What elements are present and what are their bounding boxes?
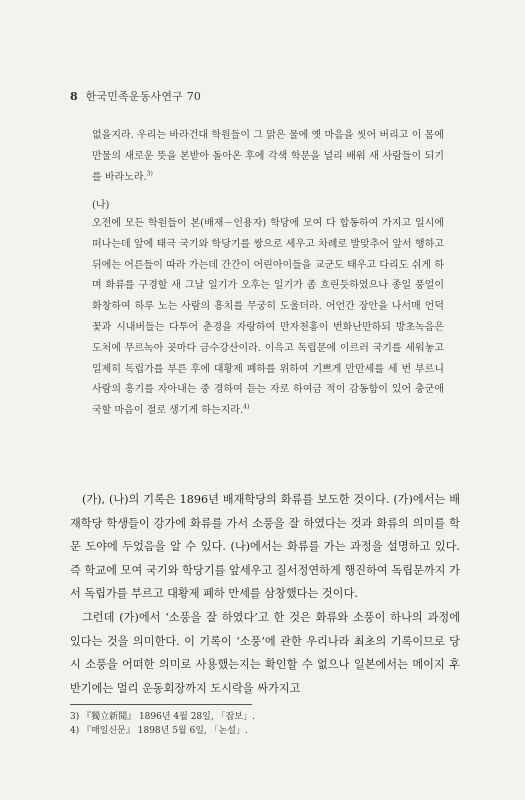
quote-block-ga: [92, 126, 444, 188]
body-paragraph-1: (가), (나)의 기록은 1896년 배재학당의 화류를 보도한 것이다. (가)에서는 배재학당 학생들이 강가에 화류를 가서 소풍을 잘 하였다는 것과 화류의 의미를 학문 도야에 두었음을 알 수 있다. (나)에서는 화류를 가는 과정을 설명하고 있다. 즉 학교에 모여 국기와 학당기를 앞세우고 질서정연하게 행진하여 독립문까지 가서 독립가를 부르고 대황제 폐하 만세를 삼창했다는 것이다.: [70, 493, 460, 601]
quote-block-na: [92, 214, 444, 422]
running-title: 한국민족운동사연구 70: [85, 90, 202, 103]
quote-na-body: 오전에 모든 학원들이 본(배재－인용자) 학당에 모여 다 합동하여 가지고 일시에 떠나는데 앞에 태극 국기와 학당기를 쌍으로 세우고 차례로 발맞추어 앞서 행하고 뒤에는 어른들이 따라 가는데 간간이 어린아이들을 교군도 태우고 다리도 쉬게 하며 화류를 구경할 새 그날 일기가 오후는 일기가 좀 흐린듯하였으나 종일 풍얼이 화창하여 하루 노는 사람의 흥치를 무궁히 도울더라. 어언간 장안을 나서매 언덕 꽃과 시내버들는 다투어 춘경을 자랑하여 만자천홍이 번화난만하되 방초녹음은 도처에 무르녹아 곳마다 금수강산이라. 이윽고 독립문에 이르러 국기를 세워놓고 일제히 독립가를 부른 후에 대황제 폐하를 위하여 기쁘게 만만세를 세 번 부르니 사람의 흥기를 자아내는 중 경하여 듣는 자로 하여금 적이 감동함이 있어 충군애국할 마음이 절로 생기게 하는지라.: [92, 218, 444, 417]
body-text: [70, 488, 460, 700]
quote-label-na: (나): [92, 200, 110, 211]
footnote-3: 3) 『獨立新聞』 1896년 4월 28일, 「잡보」.: [70, 712, 255, 722]
quote-ga-body: 없을지라. 우리는 바라건대 학원들이 그 맑은 물에 옛 마음을 씻어 버리고 이 몸에 만물의 새로운 뜻을 본받아 돌아온 후에 각색 학문을 널리 배워 새 사람들이 되기를 바라노라.: [92, 130, 444, 183]
footnote-4: 4) 『매일신문』 1898년 5월 6일, 「논설」.: [70, 726, 248, 736]
footnote-divider: [70, 704, 252, 705]
footnote-ref-4: 4): [243, 403, 250, 411]
quote-ga-text: [92, 126, 444, 188]
running-header: [70, 88, 201, 104]
body-paragraph-2: 그런데 (가)에서 ‘소풍을 잘 하였다’고 한 것은 화류와 소풍이 하나의 과정에 있다는 것을 의미한다. 이 기록이 ‘소풍’에 관한 우리나라 최초의 기록이므로 당시 소풍을 어떠한 의미로 사용했는지는 확인할 수 없으나 일본에서는 메이지 후반기에는 멀리 운동회장까지 도시락을 싸가지고: [70, 610, 460, 695]
footnote-ref-3: 3): [146, 170, 153, 178]
page-number: 8: [70, 90, 78, 103]
quote-na-text: [92, 214, 444, 422]
footnotes: [70, 710, 255, 738]
